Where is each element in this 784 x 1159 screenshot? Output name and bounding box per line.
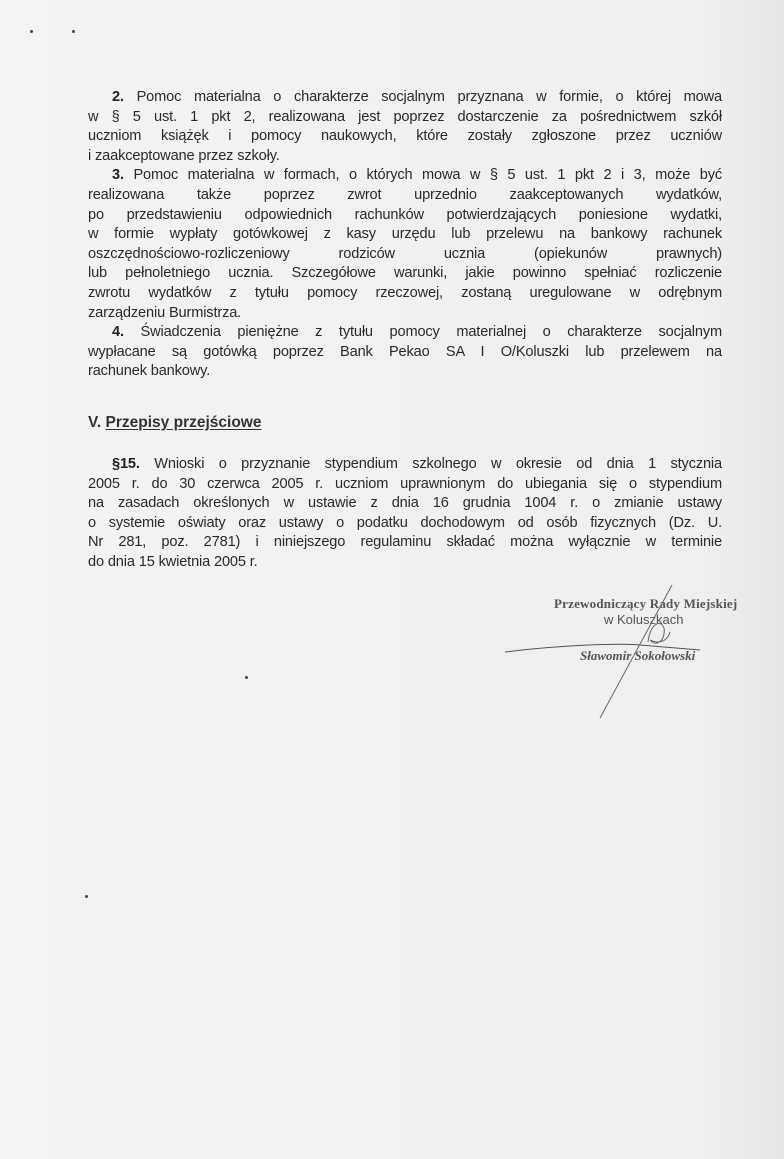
line-text: lub pełnoletniego ucznia. Szczegółowe warunki, jakie powinno spełniać rozliczenie bbox=[88, 265, 722, 282]
text-line bbox=[88, 108, 722, 128]
line-text: zwrotu wydatków z tytułu pomocy rzeczowej, zostaną uregulowane w odrębnym bbox=[88, 284, 722, 301]
text-line bbox=[88, 362, 722, 382]
text-line bbox=[88, 323, 722, 343]
section-heading bbox=[88, 414, 261, 432]
line-text: do dnia 15 kwietnia 2005 r. bbox=[88, 553, 258, 570]
line-text: Pomoc materialna o charakterze socjalnym przyznana w formie, o której mowa bbox=[136, 89, 722, 105]
line-text: zarządzeniu Burmistrza. bbox=[88, 304, 242, 321]
text-line bbox=[88, 88, 722, 108]
text-line bbox=[88, 475, 722, 495]
text-line bbox=[88, 166, 722, 186]
line-text: wypłacane są gotówką poprzez Bank Pekao SA I O/Koluszki lub przelewem na bbox=[88, 343, 722, 360]
line-text: w formie wypłaty gotówkowej z kasy urzędu lub przelewu na bankowy rachunek bbox=[88, 226, 722, 243]
section-number: V. bbox=[88, 414, 102, 431]
paragraph-number: 3. bbox=[112, 167, 124, 184]
text-line bbox=[88, 553, 722, 573]
line-text: realizowana także poprzez zwrot uprzednio zaakceptowanych wydatków, bbox=[88, 186, 722, 203]
text-line bbox=[88, 186, 722, 206]
paragraph-number: 4. bbox=[112, 324, 124, 341]
scan-speck bbox=[245, 676, 248, 679]
line-text: Wnioski o przyznanie stypendium szkolnego w okresie od dnia 1 stycznia bbox=[154, 456, 722, 472]
line-text: po przedstawieniu odpowiednich rachunków potwierdzających poniesione wydatki, bbox=[88, 206, 722, 223]
line-text: w § 5 ust. 1 pkt 2, realizowana jest poprzez dostarczenie za pośrednictwem szkół bbox=[88, 108, 722, 125]
paragraph-number: 2. bbox=[112, 89, 124, 105]
line-text: o systemie oświaty oraz ustawy o podatku dochodowym od osób fizycznych (Dz. U. bbox=[88, 514, 722, 531]
signature-name: Sławomir Sokołowski bbox=[580, 648, 696, 663]
line-text: oszczędnościowo-rozliczeniowy rodziców ucznia (opiekunów prawnych) bbox=[88, 245, 722, 262]
line-text: i zaakceptowane przez szkoły. bbox=[88, 147, 280, 164]
paragraph-number: §15. bbox=[112, 456, 140, 472]
line-text: 2005 r. do 30 czerwca 2005 r. uczniom uprawnionym do ubiegania się o stypendium bbox=[88, 475, 722, 492]
scan-speck bbox=[30, 30, 33, 33]
text-line bbox=[88, 284, 722, 304]
line-text: Pomoc materialna w formach, o których mowa w § 5 ust. 1 pkt 2 i 3, może być bbox=[133, 167, 722, 184]
text-line bbox=[88, 147, 722, 167]
text-line bbox=[88, 343, 722, 363]
text-line bbox=[88, 304, 722, 324]
text-line bbox=[88, 494, 722, 514]
text-line bbox=[88, 264, 722, 284]
line-text: Nr 281, poz. 2781) i niniejszego regulaminu składać można wyłącznie w terminie bbox=[88, 534, 722, 551]
text-line bbox=[88, 127, 722, 147]
text-line bbox=[88, 245, 722, 265]
text-line bbox=[88, 514, 722, 534]
paragraph-15 bbox=[88, 455, 722, 573]
signature-city: w Koluszkach bbox=[604, 612, 684, 627]
line-text: uczniom książęk i pomocy naukowych, które zostały zgłoszone przez uczniów bbox=[88, 128, 722, 145]
text-line bbox=[88, 533, 722, 553]
paragraphs-section-iv bbox=[88, 88, 722, 382]
scan-speck bbox=[72, 30, 75, 33]
signature-title: Przewodniczący Rady Miejskiej bbox=[554, 596, 738, 611]
line-text: rachunek bankowy. bbox=[88, 363, 211, 380]
line-text: Świadczenia pieniężne z tytułu pomocy materialnej o charakterze socjalnym bbox=[140, 324, 722, 341]
text-line bbox=[88, 206, 722, 226]
text-line bbox=[88, 455, 722, 475]
text-line bbox=[88, 225, 722, 245]
scan-speck bbox=[85, 895, 88, 898]
section-title: Przepisy przejściowe bbox=[105, 414, 262, 431]
line-text: na zasadach określonych w ustawie z dnia 16 grudnia 1004 r. o zmianie ustawy bbox=[88, 495, 722, 512]
